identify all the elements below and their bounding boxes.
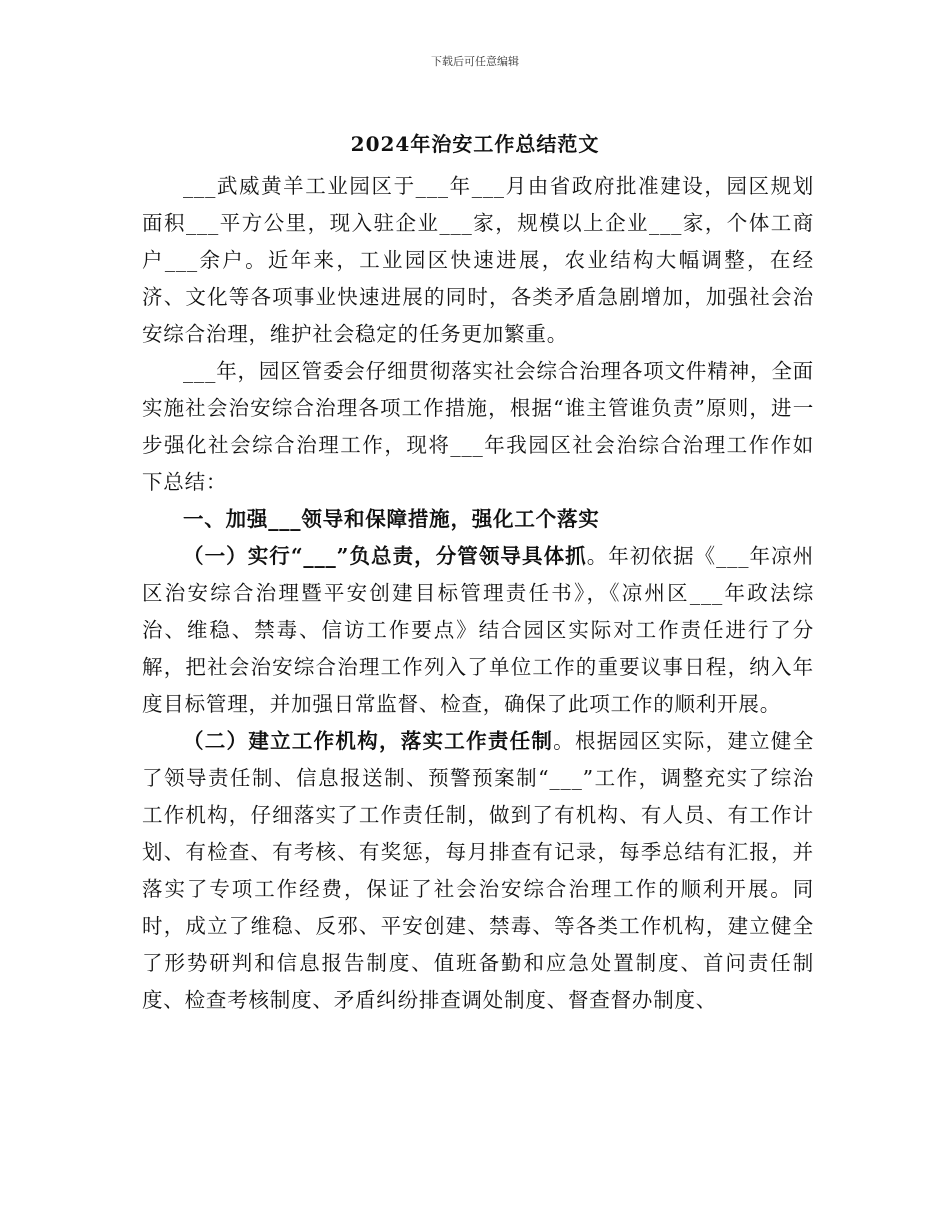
subsection-1-text: 。年初依据《___年凉州区治安综合治理暨平安创建目标管理责任书》，《凉州区___年政法综治、维稳、禁毒、信访工作要点》结合园区实际对工作责任进行了分解，把社会治安综合治理工作列入了单位工作的重要议事日程，纳入年度目标管理，并加强日常监督、检查，确保了此项工作的顺利开展。 [142,544,814,716]
paragraph-intro: ___武威黄羊工业园区于___年___月由省政府批准建设，园区规划面积___平方公里，现入驻企业___家，规模以上企业___家，个体工商户___余户。近年来，工业园区快速进展，农业结构大幅调整，在经济、文化等各项事业快速进展的同时，各类矛盾急剧增加，加强社会治安综合治理，维护社会稳定的任务更加繁重。 [142,174,814,346]
subsection-1-lead: （一）实行“___”负总责，分管领导具体抓 [183,544,587,568]
paragraph-subsection-1 [142,538,814,723]
header-note: 下载后可任意编辑 [431,55,519,68]
document-body [142,168,814,1019]
document-title: 2024年治安工作总结范文 [350,132,600,156]
subsection-2-text: 。根据园区实际，建立健全了领导责任制、信息报送制、预警预案制“___”工作，调整充实了综治工作机构，仔细落实了工作责任制，做到了有机构、有人员、有工作计划、有检查、有考核、有奖惩，每月排查有记录，每季总结有汇报，并落实了专项工作经费，保证了社会治安综合治理工作的顺利开展。同时，成立了维稳、反邪、平安创建、禁毒、等各类工作机构，建立健全了形势研判和信息报告制度、值班备勤和应急处置制度、首问责任制度、检查考核制度、矛盾纠纷排查调处制度、督查督办制度、 [142,729,814,1012]
paragraph-subsection-2 [142,723,814,1019]
section-heading-1: 一、加强___领导和保障措施，强化工个落实 [183,507,600,531]
subsection-2-lead: （二）建立工作机构，落实工作责任制 [183,729,554,753]
paragraph-summary: ___年，园区管委会仔细贯彻落实社会综合治理各项文件精神，全面实施社会治安综合治理各项工作措施，根据“谁主管谁负责”原则，进一步强化社会综合治理工作，现将___年我园区社会治综合治理工作作如下总结： [142,359,814,494]
